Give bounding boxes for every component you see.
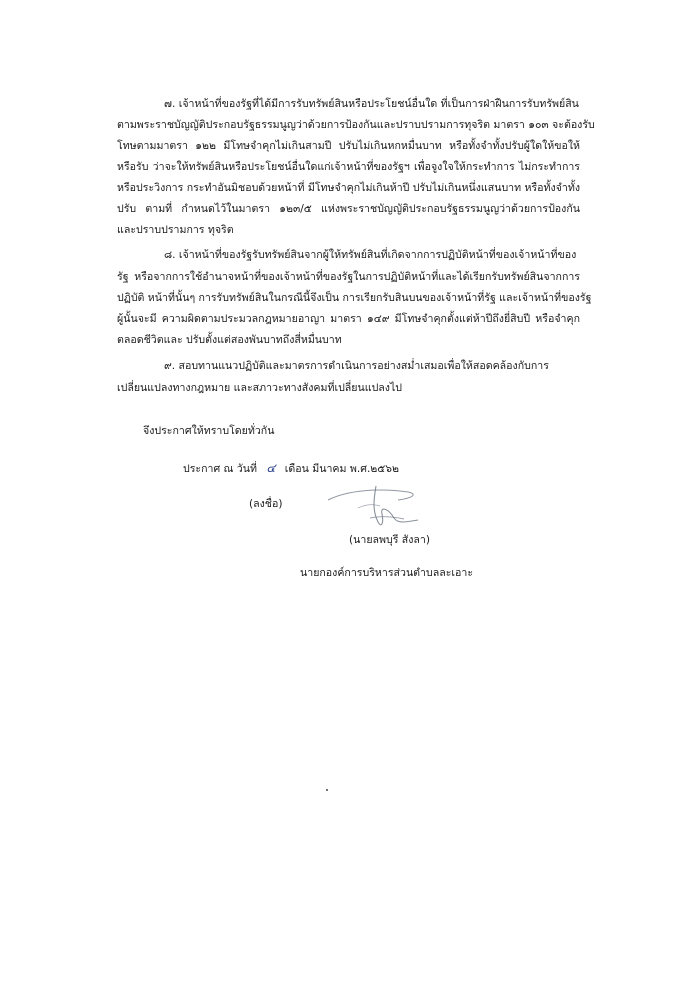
p8-line-5: ตลอดชีวิตและ ปรับตั้งแต่สองพันบาทถึงสี่หมื่นบาท (117, 334, 342, 346)
p9-line-2: เปลี่ยนแปลงทางกฎหมาย และสภาวะทางสังคมที่เปลี่ยนแปลงไป (117, 382, 403, 394)
p8-line-2: รัฐ หรือจากการใช้อำนาจหน้าที่ของเจ้าหน้าที่ของรัฐในการปฏิบัติหน้าที่และได้เรียกรับทรัพย์สินจากการ (117, 271, 580, 283)
p7-line-2: ตามพระราชบัญญัติประกอบรัฐธรรมนูญว่าด้วยการป้องกันและปราบปรามการทุจริต มาตรา ๑๐๓ จะต้องรับ (117, 119, 595, 131)
p7-line-5: หรือประวิงการ กระทำอันมิชอบด้วยหน้าที่ มีโทษจำคุกไม่เกินห้าปี ปรับไม่เกินหนึ่งแสนบาท หรือทั้งจำทั้ง (117, 182, 580, 194)
p7-line-1: ๗. เจ้าหน้าที่ของรัฐที่ได้มีการรับทรัพย์สินหรือประโยชน์อื่นใด ที่เป็นการฝ่าฝืนการรับทรัพย์สิน (164, 98, 579, 110)
date-line (183, 461, 399, 476)
p7-line-3: โทษตามมาตรา ๑๒๒ มีโทษจำคุกไม่เกินสามปี ปรับไม่เกินหกหมื่นบาท หรือทั้งจำทั้งปรับผู้ใดให้ขอให้ (117, 140, 580, 152)
date-day: ๔ (266, 461, 276, 475)
p8-line-4: ผู้นั้นจะมี ความผิดตามประมวลกฎหมายอาญา มาตรา ๑๔๙ มีโทษจำคุกตั้งแต่ห้าปีถึงยี่สิบปี หรือจำคุก (117, 313, 580, 325)
p7-line-4: หรือรับ ว่าจะให้ทรัพย์สินหรือประโยชน์อื่นใดแก่เจ้าหน้าที่ของรัฐฯ เพื่อจูงใจให้กระทำการ ไม่กระทำการ (117, 161, 580, 173)
signatory-name: (นายลพบุรี สังลา) (349, 534, 430, 546)
p8-line-3: ปฏิบัติ หน้าที่นั้นๆ การรับทรัพย์สินในกรณีนี้จึงเป็น การเรียกรับสินบนของเจ้าหน้าที่รัฐ และเจ้าหน้าที่ของรัฐ (117, 292, 592, 304)
handwritten-signature (318, 478, 438, 538)
announcement-text: จึงประกาศให้ทราบโดยทั่วกัน (143, 425, 275, 437)
p8-line-1: ๘. เจ้าหน้าที่ของรัฐรับทรัพย์สินจากผู้ให้ทรัพย์สินที่เกิดจากการปฏิบัติหน้าที่ของเจ้าหน้าที่ของ (164, 249, 577, 261)
scan-speck (326, 789, 328, 791)
p9-line-1: ๙. สอบทานแนวปฏิบัติและมาตรการดำเนินการอย่างสม่ำเสมอเพื่อให้สอดคล้องกับการ (164, 360, 549, 372)
p7-line-7: และปราบปรามการ ทุจริต (117, 224, 234, 236)
signatory-position: นายกองค์การบริหารส่วนตำบลละเอาะ (300, 567, 474, 579)
signature-label: (ลงชื่อ) (249, 498, 283, 510)
p7-line-6: ปรับ ตามที่ กำหนดไว้ในมาตรา ๑๒๓/๕ แห่งพระราชบัญญัติประกอบรัฐธรรมนูญว่าด้วยการป้องกัน (117, 203, 580, 215)
date-suffix: เดือน มีนาคม พ.ศ.๒๕๖๒ (284, 463, 400, 475)
date-prefix: ประกาศ ณ วันที่ (183, 463, 257, 475)
